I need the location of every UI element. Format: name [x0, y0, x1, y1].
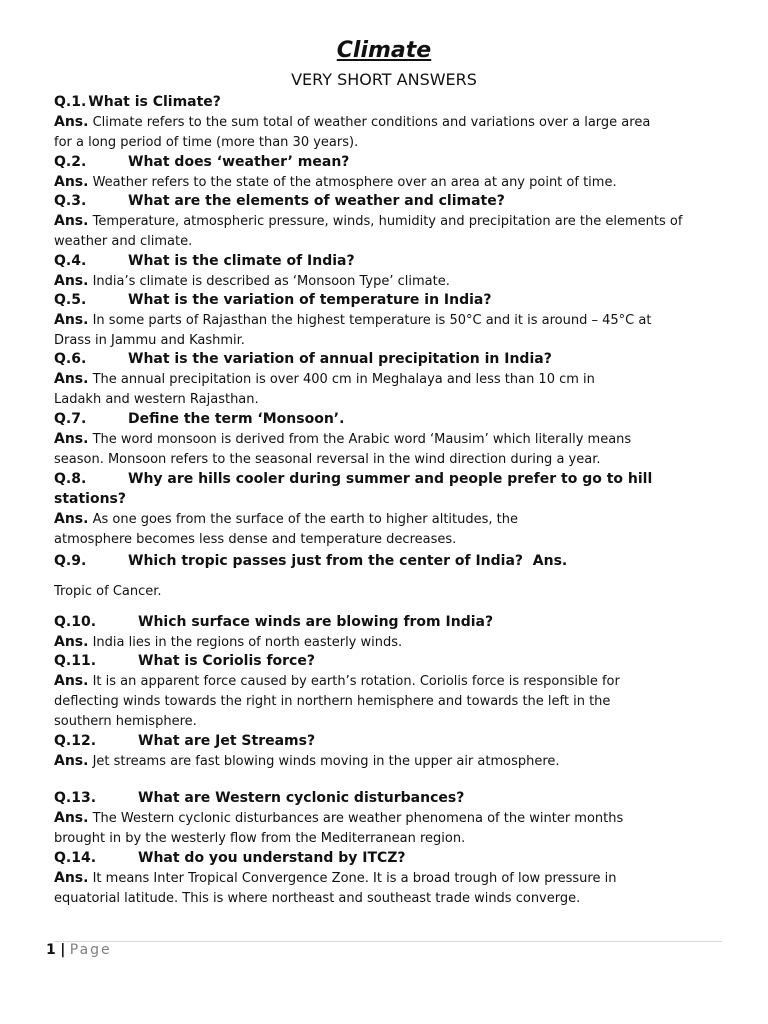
question-number: Q.2. [54, 154, 87, 170]
page-title: Climate [336, 38, 432, 63]
question-continuation: stations? [54, 491, 127, 507]
question-text: What is the variation of annual precipitation in India? [128, 351, 552, 367]
answer-line: The word monsoon is derived from the Arabic word ‘Mausim’ which literally means [92, 432, 632, 447]
qa-item-4 [54, 251, 724, 292]
question [54, 612, 724, 632]
question-number: Q.3. [54, 193, 87, 209]
answer-label: Ans. [54, 753, 89, 769]
qa-item-10 [54, 612, 724, 653]
question [54, 551, 724, 571]
answer-line: India lies in the regions of north easterly winds. [92, 635, 403, 650]
question-text: What is the variation of temperature in India? [128, 292, 492, 308]
qa-item-1 [54, 92, 724, 153]
question-text: Define the term ‘Monsoon’. [128, 411, 345, 427]
answer-line: As one goes from the surface of the earth to higher altitudes, the [92, 512, 519, 527]
answer-line: southern hemisphere. [54, 714, 197, 729]
answer-line: The annual precipitation is over 400 cm in Meghalaya and less than 10 cm in [92, 372, 595, 387]
question-text: What do you understand by ITCZ? [138, 850, 406, 866]
question-number: Q.13. [54, 790, 97, 806]
question-number: Q.14. [54, 850, 97, 866]
question-text: What are Jet Streams? [138, 733, 316, 749]
question [54, 251, 724, 271]
question [54, 469, 724, 489]
question-text: What are Western cyclonic disturbances? [138, 790, 465, 806]
qa-item-5 [54, 290, 724, 351]
question-number: Q.7. [54, 411, 87, 427]
answer [54, 671, 724, 692]
qa-item-6 [54, 349, 724, 410]
answer-line: Jet streams are fast blowing winds moving in the upper air atmosphere. [92, 754, 560, 769]
answer [54, 632, 724, 653]
answer-line: Tropic of Cancer. [54, 584, 162, 599]
answer-line: for a long period of time (more than 30 years). [54, 135, 359, 150]
question-text: What are the elements of weather and climate? [128, 193, 505, 209]
answer-label: Ans. [54, 634, 89, 650]
answer-line: Temperature, atmospheric pressure, winds, humidity and precipitation are the elements of [92, 214, 683, 229]
question [54, 731, 724, 751]
answer-line: deflecting winds towards the right in northern hemisphere and towards the left in the [54, 694, 611, 709]
page-label: Page [69, 942, 112, 958]
answer [54, 868, 724, 889]
question-text: Why are hills cooler during summer and people prefer to go to hill [128, 471, 653, 487]
answer-line: brought in by the westerly flow from the Mediterranean region. [54, 831, 466, 846]
answer-label: Ans. [54, 810, 89, 826]
answer-line: India’s climate is described as ‘Monsoon Type’ climate. [92, 274, 450, 289]
answer [54, 172, 724, 193]
question [54, 409, 724, 429]
question [54, 651, 724, 671]
qa-item-9 [54, 551, 724, 571]
page-number: 1 [46, 942, 56, 958]
answer [54, 112, 724, 133]
question-text: Which surface winds are blowing from India? [138, 614, 494, 630]
answer-label: Ans. [54, 511, 89, 527]
answer-label: Ans. [532, 553, 568, 569]
answer-line: Drass in Jammu and Kashmir. [54, 333, 245, 348]
footer-separator: | [60, 942, 66, 958]
answer-line: It means Inter Tropical Convergence Zone. It is a broad trough of low pressure in [92, 871, 617, 886]
footer-divider [54, 941, 722, 942]
answer [54, 271, 724, 292]
answer-line: Ladakh and western Rajasthan. [54, 392, 259, 407]
answer-line: weather and climate. [54, 234, 193, 249]
question-number: Q.9. [54, 553, 87, 569]
answer [54, 751, 724, 772]
qa-item-8 [54, 469, 724, 550]
answer-label: Ans. [54, 213, 89, 229]
qa-item-3 [54, 191, 724, 252]
question [54, 191, 724, 211]
answer-label: Ans. [54, 870, 89, 886]
answer-label: Ans. [54, 371, 89, 387]
question [54, 290, 724, 310]
question-number: Q.5. [54, 292, 87, 308]
question-number: Q.12. [54, 733, 97, 749]
question-text: What is the climate of India? [128, 253, 355, 269]
answer-label: Ans. [54, 312, 89, 328]
question-text: What is Climate? [88, 94, 221, 110]
question-number: Q.4. [54, 253, 87, 269]
answer-line: Climate refers to the sum total of weather conditions and variations over a large area [92, 115, 651, 130]
answer [54, 211, 724, 232]
answer-line: atmosphere becomes less dense and temperature decreases. [54, 532, 457, 547]
answer-label: Ans. [54, 114, 89, 130]
question-text: What does ‘weather’ mean? [128, 154, 350, 170]
answer [54, 808, 724, 829]
answer-line: The Western cyclonic disturbances are weather phenomena of the winter months [92, 811, 624, 826]
question [54, 349, 724, 369]
page-subtitle: VERY SHORT ANSWERS [291, 70, 477, 89]
question-number: Q.11. [54, 653, 97, 669]
question-number: Q.6. [54, 351, 87, 367]
question-number: Q.1. [54, 94, 87, 110]
answer-line: equatorial latitude. This is where northeast and southeast trade winds converge. [54, 891, 581, 906]
answer [54, 429, 724, 450]
question-number: Q.8. [54, 471, 87, 487]
answer-label: Ans. [54, 174, 89, 190]
question-text: Which tropic passes just from the center of India? [128, 553, 524, 569]
question [54, 92, 724, 112]
answer-label: Ans. [54, 273, 89, 289]
answer-label: Ans. [54, 431, 89, 447]
question-text: What is Coriolis force? [138, 653, 315, 669]
qa-item-14 [54, 848, 724, 909]
qa-item-2 [54, 152, 724, 193]
answer-label: Ans. [54, 673, 89, 689]
qa-item-12 [54, 731, 724, 772]
question-number: Q.10. [54, 614, 97, 630]
question [54, 848, 724, 868]
qa-item-11 [54, 651, 724, 732]
page-footer [46, 942, 112, 958]
answer-line: season. Monsoon refers to the seasonal reversal in the wind direction during a year. [54, 452, 601, 467]
qa-item-7 [54, 409, 724, 470]
answer-line: In some parts of Rajasthan the highest temperature is 50°C and it is around – 45°C at [92, 313, 652, 328]
answer [54, 509, 724, 530]
answer [54, 310, 724, 331]
qa-item-13 [54, 788, 724, 849]
question [54, 788, 724, 808]
answer-line: Weather refers to the state of the atmosphere over an area at any point of time. [92, 175, 617, 190]
answer-line: It is an apparent force caused by earth’s rotation. Coriolis force is responsible for [92, 674, 620, 689]
answer [54, 369, 724, 390]
question [54, 152, 724, 172]
